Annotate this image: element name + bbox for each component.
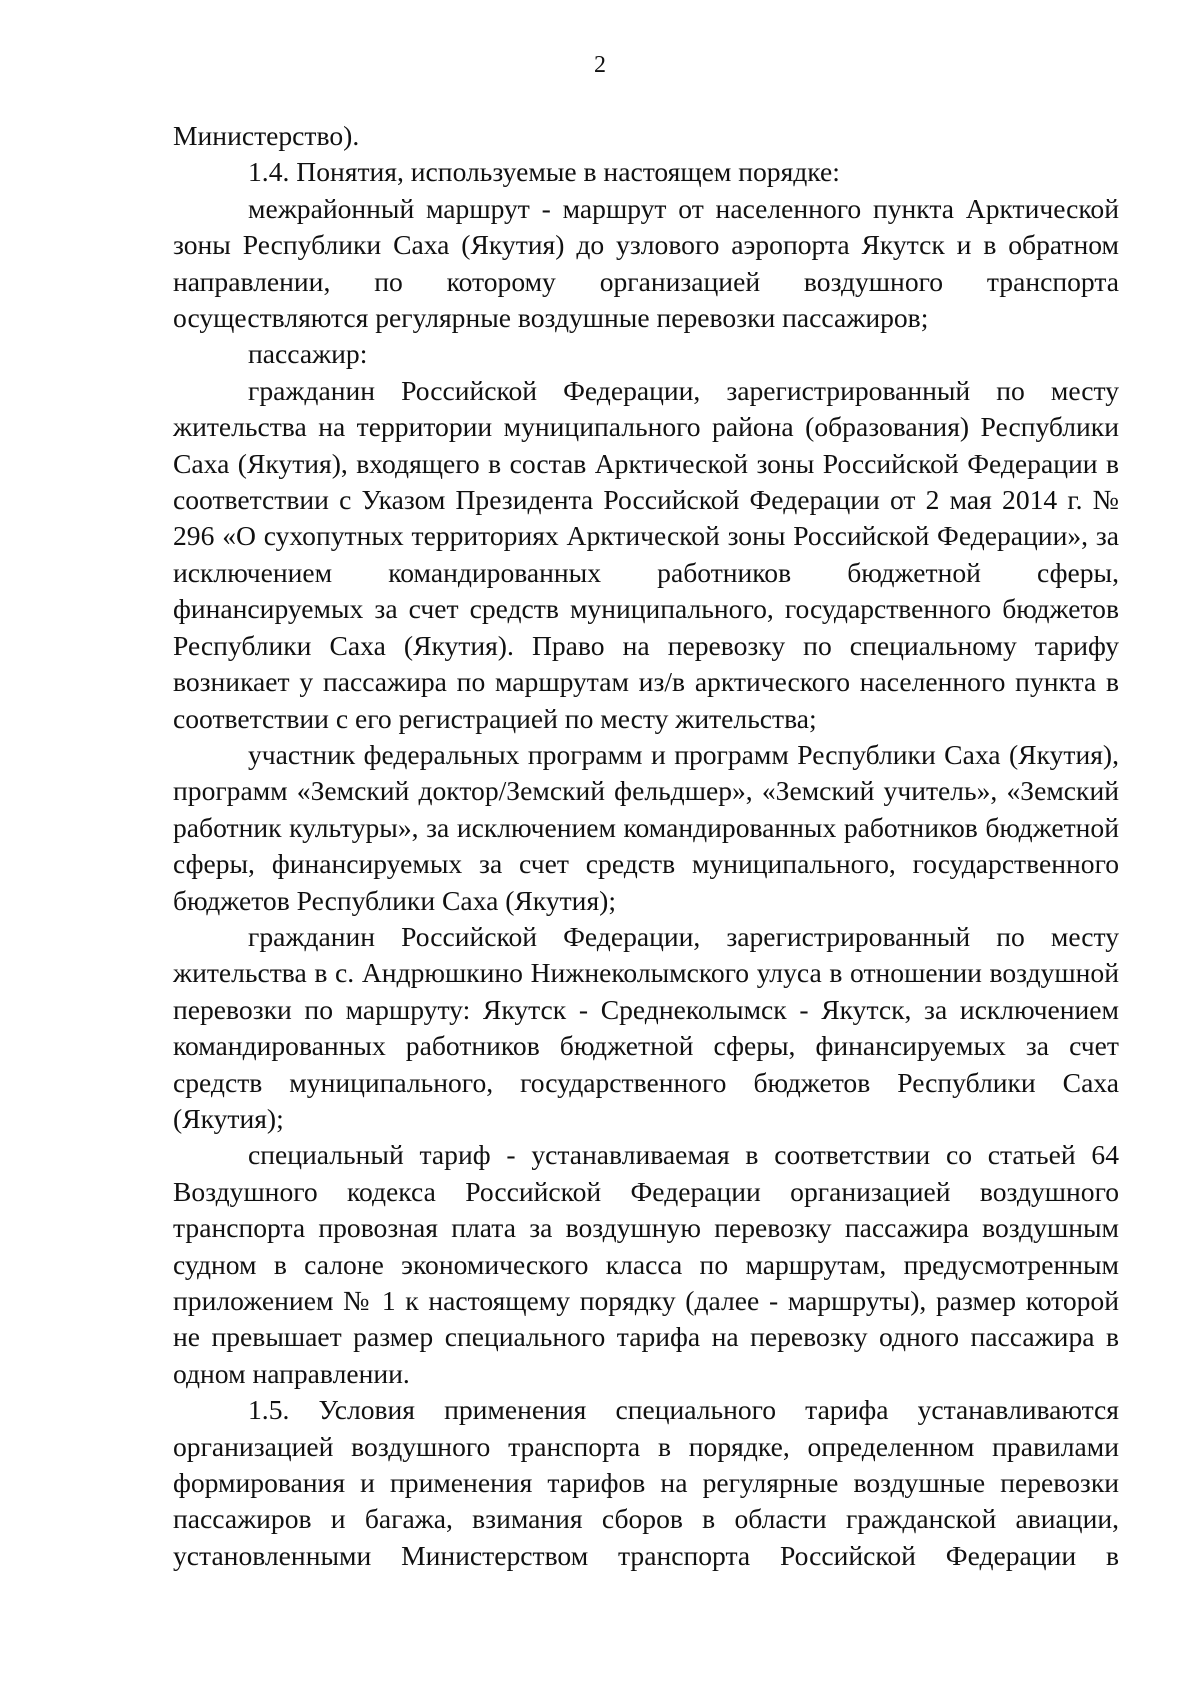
paragraph: 1.4. Понятия, используемые в настоящем порядке: — [248, 156, 840, 188]
paragraph: пассажир: — [248, 338, 368, 370]
paragraph: межрайонный маршрут - маршрут от населенного пункта Арктической зоны Республики Саха (Якутия) до узлового аэропорта Якутск и в обратном направлении, по которому организацией воздушного транспорта осуществляются регулярные воздушные перевозки пассажиров; — [173, 192, 1119, 334]
document-body — [173, 118, 1119, 1574]
paragraph: гражданин Российской Федерации, зарегистрированный по месту жительства в с. Андрюшкино Нижнеколымского улуса в отношении воздушной перевозки по маршруту: Якутск - Среднеколымск - Якутск, за исключением командированных работников бюджетной сферы, финансируемых за счет средств муниципального, государственного бюджетов Республики Саха (Якутия); — [173, 920, 1119, 1134]
paragraph: специальный тариф - устанавливаемая в соответствии со статьей 64 Воздушного кодекса Российской Федерации организацией воздушного транспорта провозная плата за воздушную перевозку пассажира воздушным судном в салоне экономического класса по маршрутам, предусмотренным приложением № 1 к настоящему порядку (далее - маршруты), размер которой не превышает размер специального тарифа на перевозку одного пассажира в одном направлении. — [173, 1139, 1119, 1389]
paragraph: участник федеральных программ и программ Республики Саха (Якутия), программ «Земский доктор/Земский фельдшер», «Земский учитель», «Земский работник культуры», за исключением командированных работников бюджетной сферы, финансируемых за счет средств муниципального, государственного бюджетов Республики Саха (Якутия); — [173, 738, 1119, 916]
paragraph: 1.5. Условия применения специального тарифа устанавливаются организацией воздушного транспорта в порядке, определенном правилами формирования и применения тарифов на регулярные воздушные перевозки пассажиров и багажа, взимания сборов в области гражданской авиации, установленными Министерством транспорта Российской Федерации в — [173, 1394, 1119, 1571]
page-number: 2 — [594, 52, 606, 78]
paragraph: Министерство). — [173, 120, 360, 151]
paragraph: гражданин Российской Федерации, зарегистрированный по месту жительства на территории муниципального района (образования) Республики Саха (Якутия), входящего в состав Арктической зоны Российской Федерации в соответствии с Указом Президента Российской Федерации от 2 мая 2014 г. № 296 «О сухопутных территориях Арктической зоны Российской Федерации», за исключением командированных работников бюджетной сферы, финансируемых за счет средств муниципального, государственного бюджетов Республики Саха (Якутия). Право на перевозку по специальному тарифу возникает у пассажира по маршрутам из/в арктического населенного пункта в соответствии с его регистрацией по месту жительства; — [173, 374, 1119, 734]
